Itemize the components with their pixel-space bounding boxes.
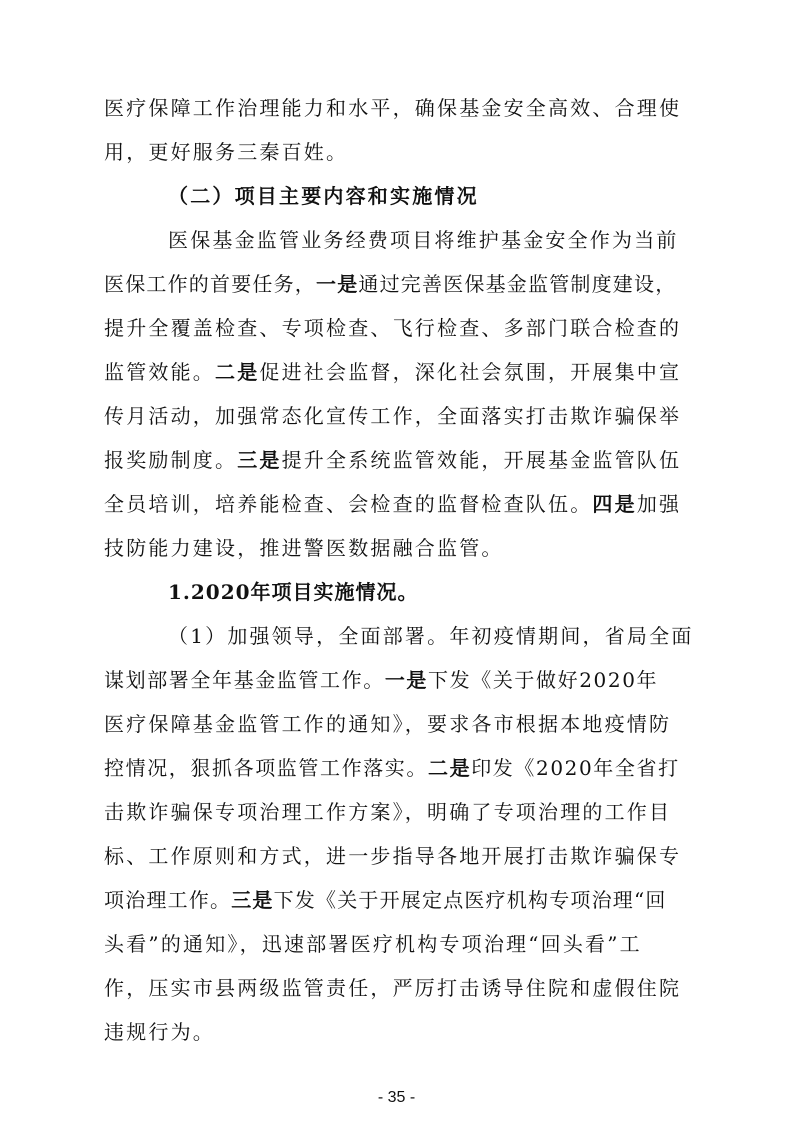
text-segment: 标、工作原则和方式，进一步指导各地开展打击欺诈骗保专 (104, 844, 682, 868)
body-text-line (104, 668, 658, 692)
heading-text: （二）项目主要内容和实施情况 (168, 184, 479, 208)
text-segment: 医疗保障基金监管工作的通知》，要求各市根据本地疫情防 (104, 712, 672, 736)
body-text-line (104, 492, 681, 516)
section-heading (168, 184, 479, 208)
subsection-heading (168, 580, 419, 604)
text-segment: 医保基金监管业务经费项目将维护基金安全作为当前 (168, 228, 679, 252)
bold-marker: 一是 (316, 272, 359, 296)
text-segment: 下发《关于开展定点医疗机构专项治理“回 (273, 888, 667, 912)
text-segment: 医保工作的首要任务， (104, 272, 316, 296)
bold-marker: 一是 (384, 668, 429, 692)
body-text-line (104, 404, 681, 428)
text-segment: 头看”的通知》，迅速部署医疗机构专项治理“回头看”工 (104, 932, 642, 956)
heading-text: 1.2020年项目实施情况。 (168, 580, 419, 604)
body-text-line (104, 800, 671, 824)
text-segment: 项治理工作。 (104, 888, 232, 912)
body-text-line (168, 228, 679, 252)
text-segment: 提升全覆盖检查、专项检查、飞行检查、多部门联合检查的 (104, 316, 682, 340)
text-segment: 加强 (636, 492, 682, 516)
text-segment: 报奖励制度。 (104, 448, 238, 472)
text-segment: 击欺诈骗保专项治理工作方案》，明确了专项治理的工作目 (104, 800, 672, 824)
body-text-line (104, 448, 681, 472)
body-text-line (104, 360, 681, 384)
bold-marker: 四是 (592, 492, 637, 516)
body-text-line (104, 316, 681, 340)
text-segment: 提升全系统监管效能，开展基金监管队伍 (281, 448, 682, 472)
text-segment: 通过完善医保基金监管制度建设， (358, 272, 677, 296)
text-segment: 技防能力建设，推进警医数据融合监管。 (104, 536, 504, 560)
text-segment: 全员培训，培养能检查、会检查的监督检查队伍。 (104, 492, 593, 516)
body-text-line (104, 536, 504, 560)
body-text-line (104, 756, 680, 780)
text-segment: 作，压实市县两级监管责任，严厉打击诱导住院和虚假住院 (104, 976, 682, 1000)
text-segment: 下发《关于做好2020年 (428, 668, 659, 692)
text-segment: 传月活动，加强常态化宣传工作，全面落实打击欺诈骗保举 (104, 404, 682, 428)
bold-marker: 二是 (428, 756, 472, 780)
text-segment: 印发《2020年全省打 (471, 756, 680, 780)
text-segment: 医疗保障工作治理能力和水平，确保基金安全高效、合理使 (104, 96, 682, 120)
body-text-line (104, 140, 348, 164)
body-text-line (168, 624, 694, 648)
text-segment: （1）加强领导，全面部署。年初疫情期间，省局全面 (168, 624, 694, 648)
body-text-line (104, 96, 681, 120)
text-segment: 谋划部署全年基金监管工作。 (104, 668, 385, 692)
text-segment: 违规行为。 (104, 1020, 215, 1044)
bold-marker: 三是 (237, 448, 282, 472)
text-segment: 促进社会监督，深化社会氛围，开展集中宣 (259, 360, 682, 384)
bold-marker: 三是 (231, 888, 274, 912)
body-text-line (104, 272, 676, 296)
body-text-line (104, 976, 681, 1000)
text-segment: 控情况，狠抓各项监管工作落实。 (104, 756, 428, 780)
body-text-line (104, 888, 667, 912)
body-text-line (104, 844, 681, 868)
bold-marker: 二是 (215, 360, 260, 384)
text-segment: 用，更好服务三秦百姓。 (104, 140, 349, 164)
page-number: - 35 - (377, 1089, 416, 1106)
body-text-line (104, 712, 671, 736)
text-segment: 监管效能。 (104, 360, 215, 384)
body-text-line (104, 1020, 215, 1044)
body-text-line (104, 932, 642, 956)
